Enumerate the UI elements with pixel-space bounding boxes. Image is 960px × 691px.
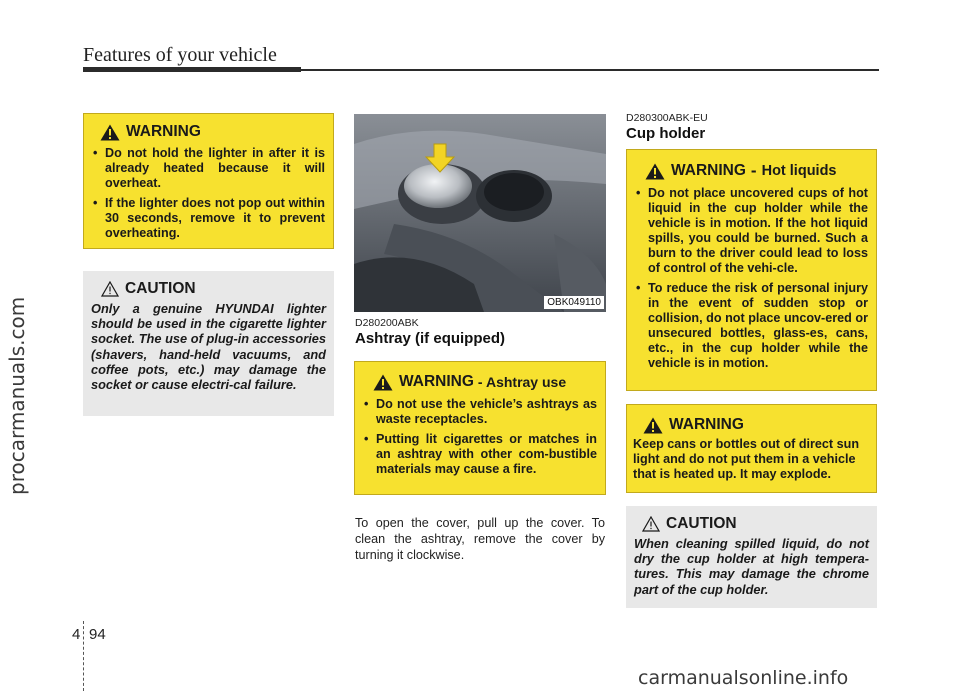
bottom-watermark: carmanualsonline.info: [638, 667, 849, 689]
explosion-warning-heading: [643, 416, 870, 434]
ashtray-warning-subtitle: - Ashtray use: [477, 374, 567, 390]
hot-liquids-warning-box: [626, 149, 877, 391]
explosion-warning-text: Keep cans or bottles out of direct sun light and do not put them in a vehicle that is heated up. It may explode.: [633, 437, 860, 482]
hot-liquids-warning-heading: [645, 161, 868, 181]
page-header-title: Features of your vehicle: [83, 44, 277, 66]
ashtray-warning-list: [363, 397, 597, 477]
ashtray-warning-title: WARNING: [399, 373, 474, 390]
cupholder-section-code: D280300ABK-EU: [626, 112, 708, 124]
side-watermark: procarmanuals.com: [5, 296, 29, 495]
ashtray-section-code: D280200ABK: [355, 317, 419, 329]
explosion-warning-title: WARNING: [669, 416, 744, 433]
lighter-warning-title: WARNING: [126, 123, 201, 140]
ashtray-photo: [354, 114, 606, 312]
lighter-caution-text: Only a genuine HYUNDAI lighter should be used in the cigarette lighter socket. The use of plug-in accessories (shavers, hand-held vacuums, and coffee pots, etc.) may damage the socket or cause electri-cal failure.: [91, 301, 326, 393]
list-item: • If the lighter does not pop out within 30 seconds, remove it to prevent overheating.: [92, 196, 325, 241]
caution-triangle-icon: [101, 281, 119, 297]
lighter-caution-box: [83, 271, 334, 416]
ashtray-instructions: To open the cover, pull up the cover. To clean the ashtray, remove the cover by turning it clockwise.: [355, 516, 605, 562]
header-bar: [83, 67, 301, 72]
cupholder-caution-box: [626, 506, 877, 608]
cupholder-caution-heading: [642, 515, 869, 533]
chapter-number: 4: [72, 626, 81, 643]
hot-liquids-warning-title: WARNING: [671, 162, 746, 179]
list-item: • Do not use the vehicle’s ashtrays as waste receptacles.: [363, 397, 597, 427]
ashtray-illustration: [354, 114, 606, 312]
list-item: • Do not place uncovered cups of hot liquid in the cup holder while the vehicle is in motion. If the hot liquid spills, you could be burned. Such a burn to the driver could lead to loss of control of the vehi-cle.: [635, 186, 868, 276]
cupholder-caution-text: When cleaning spilled liquid, do not dry the cup holder at high tempera-tures. This may damage the chrome part of the cup holder.: [634, 536, 869, 597]
list-item: • To reduce the risk of personal injury in the event of sudden stop or collision, do not place uncov-ered or unsecured bottles, glass-es, cans, etc., in the cup holder while the vehicle is in motion.: [635, 281, 868, 371]
ashtray-warning-box: [354, 361, 606, 495]
warning-triangle-icon: [645, 163, 665, 180]
ashtray-warning-heading: [373, 373, 597, 391]
footer-divider: [83, 621, 84, 691]
cupholder-caution-title: CAUTION: [666, 515, 737, 532]
lighter-caution-title: CAUTION: [125, 280, 196, 297]
hot-liquids-warning-list: [635, 186, 868, 371]
photo-code-label: OBK049110: [544, 296, 604, 309]
hot-liquids-warning-dash: -: [750, 161, 757, 180]
hot-liquids-warning-subtitle: Hot liquids: [761, 163, 837, 179]
lighter-warning-box: [83, 113, 334, 249]
lighter-warning-list: [92, 146, 325, 241]
warning-triangle-icon: [643, 417, 663, 434]
caution-triangle-icon: [642, 516, 660, 532]
ashtray-section-title: Ashtray (if equipped): [355, 330, 506, 347]
explosion-warning-box: [626, 404, 877, 493]
warning-triangle-icon: [100, 124, 120, 141]
list-item: • Putting lit cigarettes or matches in an ashtray with other com-bustible materials may cause a fire.: [363, 432, 597, 477]
warning-triangle-icon: [373, 374, 393, 391]
lighter-caution-heading: [101, 280, 326, 298]
header-rule: [301, 69, 879, 71]
page-number: 94: [89, 626, 106, 643]
list-item: • Do not hold the lighter in after it is already heated because it will overheat.: [92, 146, 325, 191]
cupholder-section-title: Cup holder: [626, 125, 706, 142]
lighter-warning-heading: [100, 123, 325, 141]
